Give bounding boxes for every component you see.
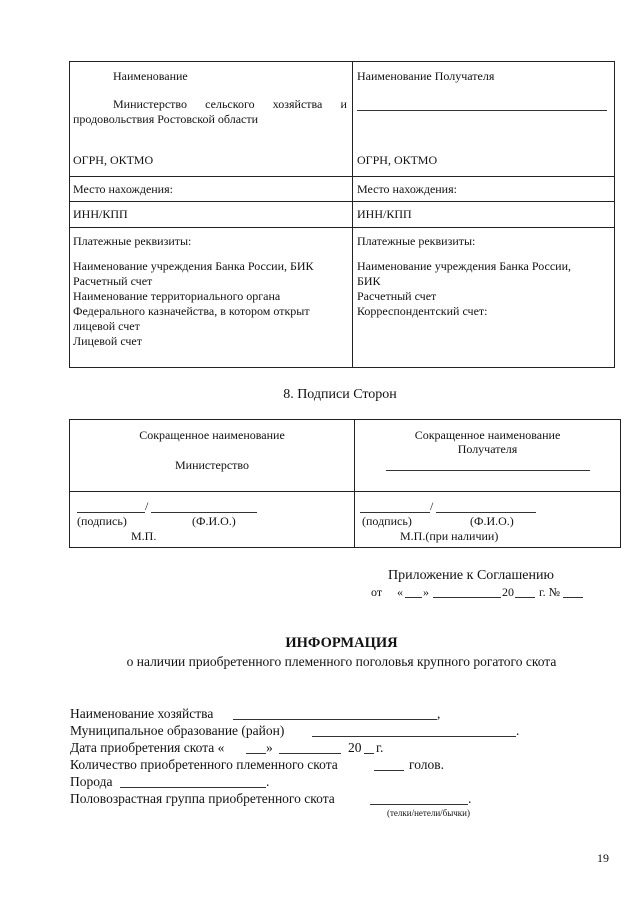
- age-group-hint: (телки/нетели/бычки): [387, 808, 470, 818]
- left-bank-line: Наименование учреждения Банка России, БИК: [73, 259, 314, 273]
- date-quote-close: »: [266, 740, 273, 755]
- right-sign-label: (подпись): [362, 514, 412, 528]
- appendix-quote-close: »: [423, 585, 429, 599]
- left-fio-line: [151, 512, 257, 513]
- left-location: Место нахождения:: [73, 182, 173, 196]
- left-payment: Платежные реквизиты:: [73, 234, 192, 248]
- breed-period: .: [266, 774, 270, 789]
- appendix-year-field: [515, 597, 535, 598]
- left-short-name: Сокращенное наименование: [139, 428, 285, 442]
- left-bank-line: Федерального казначейства, в котором открыт: [73, 304, 310, 318]
- section-title: 8. Подписи Сторон: [283, 387, 397, 402]
- right-bank-line: Наименование учреждения Банка России,: [357, 259, 571, 273]
- right-bank-line: Расчетный счет: [357, 289, 437, 303]
- municipality-period: .: [516, 723, 520, 738]
- appendix-title: Приложение к Соглашению: [388, 568, 554, 583]
- appendix-year-prefix: 20: [502, 585, 514, 599]
- right-bank-line: Корреспондентский счет:: [357, 304, 488, 318]
- appendix-day-field: [405, 597, 422, 598]
- right-short-name-line2: Получателя: [457, 442, 518, 456]
- info-title: ИНФОРМАЦИЯ: [285, 635, 398, 651]
- count-unit: голов.: [409, 757, 445, 772]
- recipient-short-name-field: [386, 470, 590, 471]
- left-fio-label: (Ф.И.О.): [192, 514, 236, 528]
- left-name-label: Наименование: [113, 69, 188, 83]
- left-ministry: Министерство: [175, 458, 249, 472]
- right-seal: М.П.(при наличии): [400, 529, 499, 543]
- left-seal: М.П.: [131, 529, 157, 543]
- right-payment: Платежные реквизиты:: [357, 234, 476, 248]
- date-label: Дата приобретения скота «: [70, 740, 225, 755]
- date-year-field: [364, 753, 374, 754]
- municipality-label: Муниципальное образование (район): [70, 723, 285, 738]
- appendix-year-suffix: г. №: [539, 585, 561, 599]
- right-bank-line: БИК: [357, 274, 381, 288]
- farm-field: [233, 719, 437, 720]
- farm-comma: ,: [437, 706, 441, 721]
- left-bank-line: Наименование территориального органа: [73, 289, 281, 303]
- left-inn: ИНН/КПП: [73, 207, 128, 221]
- left-sign-line: [77, 512, 145, 513]
- right-short-name-line1: Сокращенное наименование: [414, 428, 561, 442]
- right-inn: ИНН/КПП: [357, 207, 412, 221]
- right-location: Место нахождения:: [357, 182, 457, 196]
- left-slash: /: [145, 499, 149, 513]
- left-ogrn: ОГРН, ОКТМО: [73, 153, 154, 167]
- left-bank-line: лицевой счет: [73, 319, 140, 333]
- appendix-from: от: [371, 585, 383, 599]
- recipient-name-field: [357, 110, 607, 111]
- right-fio-line: [436, 512, 536, 513]
- date-year-prefix: 20: [348, 740, 362, 755]
- date-day-field: [246, 753, 266, 754]
- count-field: [374, 770, 404, 771]
- appendix-quote-open: «: [397, 585, 403, 599]
- left-bank-line: Лицевой счет: [73, 334, 143, 348]
- ministry-line1: Министерство сельского хозяйства и: [113, 97, 347, 111]
- left-bank-line: Расчетный счет: [73, 274, 153, 288]
- breed-label: Порода: [70, 774, 113, 789]
- info-subtitle: о наличии приобретенного племенного поголовья крупного рогатого скота: [126, 654, 557, 669]
- municipality-field: [312, 736, 516, 737]
- age-group-period: .: [468, 791, 472, 806]
- right-slash: /: [430, 499, 434, 513]
- ministry-line2: продовольствия Ростовской области: [73, 112, 259, 126]
- age-group-label: Половозрастная группа приобретенного скота: [70, 791, 335, 806]
- right-sign-line: [360, 512, 430, 513]
- date-year-suffix: г.: [376, 740, 384, 755]
- right-ogrn: ОГРН, ОКТМО: [357, 153, 438, 167]
- appendix-number-field: [563, 597, 583, 598]
- breed-field: [120, 787, 266, 788]
- recipient-name-label: Наименование Получателя: [357, 69, 495, 83]
- age-group-field: [370, 804, 468, 805]
- page-number: 19: [597, 851, 609, 865]
- count-label: Количество приобретенного племенного скота: [70, 757, 338, 772]
- appendix-month-field: [433, 597, 501, 598]
- date-month-field: [279, 753, 341, 754]
- farm-label: Наименование хозяйства: [70, 706, 214, 721]
- left-sign-label: (подпись): [77, 514, 127, 528]
- right-fio-label: (Ф.И.О.): [470, 514, 514, 528]
